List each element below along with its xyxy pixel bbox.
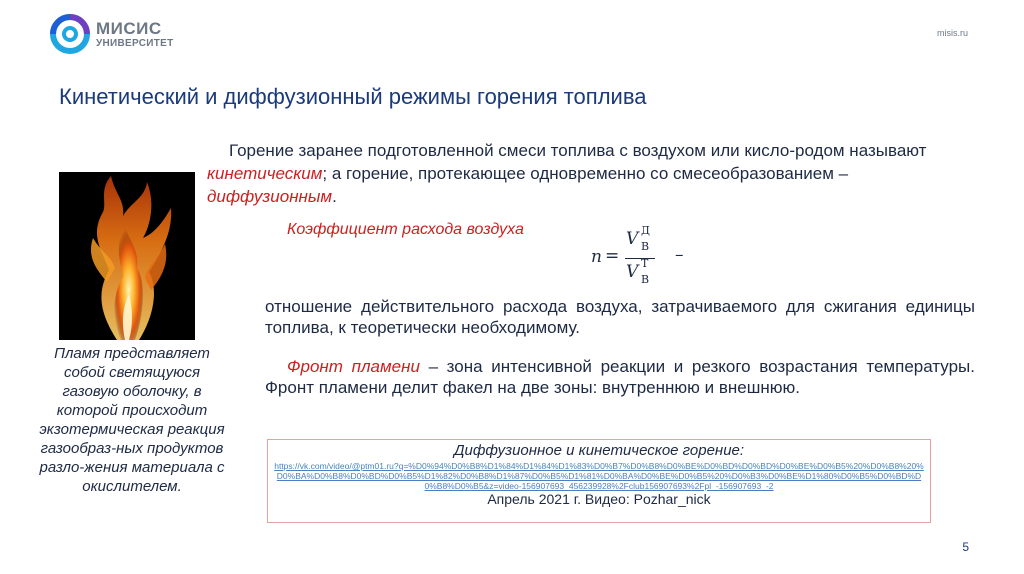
flame-front-text: – зона интенсивной реакции и резкого возрастания температуры. Фронт пламени делит факел на две зоны: внутреннюю и внешнюю. <box>265 357 975 397</box>
air-ratio-formula <box>589 224 699 292</box>
intro-text-2: ; а горение, протекающее одновременно со смесеобразованием – <box>322 164 849 183</box>
formula-numerator: V <box>626 229 639 249</box>
fraction-line <box>625 258 655 259</box>
diffusion-term: диффузионным <box>207 187 333 206</box>
university-logo <box>50 14 174 54</box>
flame-front-term: Фронт пламени <box>287 357 420 376</box>
coefficient-label: Коэффициент расхода воздуха <box>287 221 524 238</box>
intro-text-3: . <box>332 187 337 206</box>
flame-image <box>59 172 195 340</box>
definition-paragraph: отношение действительного расхода воздуха, затрачиваемого для сжигания единицы топлива, к теоретически необходимому. <box>265 297 975 337</box>
numerator-superscript: Д <box>641 224 650 237</box>
video-link[interactable]: https://vk.com/video/@ptm01.ru?q=%D0%94%D0%B8%D1%84%D1%84%D1%83%D0%B7%D0%B8%D0%BE%D0%BD%D0%BD%D0%BE%D0%B5%20%D0%B8%20%D0%BA%D0%B8%D0%BD%D0%B5%D1%82%D0%B8%D1%87%D0%B5%D1%81%D0%BA%D0%BE%D0%B5%20%D0%B3%D0%BE%D1%80%D0%B5%D0%BD%D0%B8%D0%B5&z=video-156907693_456239928%2Fclub156907693%2Fpl_-156907693_-2 <box>274 461 924 491</box>
logo-subtitle: УНИВЕРСИТЕТ <box>96 37 174 49</box>
denominator-subscript: В <box>641 273 650 286</box>
video-reference-box <box>267 439 931 523</box>
video-title: Диффузионное и кинетическое горение: <box>453 442 745 459</box>
flame-caption: Пламя представляет собой светящуюся газовую оболочку, в которой происходит экзотермическая реакция газообраз-ных продуктов разло-жения материала с окислителем. <box>39 345 225 495</box>
page-number: 5 <box>962 540 969 554</box>
intro-text-1: Горение заранее подготовленной смеси топлива с воздухом или кисло-родом называют <box>229 141 927 160</box>
formula-denominator: V <box>626 262 639 282</box>
denominator-superscript: Т <box>641 257 649 270</box>
numerator-subscript: В <box>641 240 650 253</box>
slide-title: Кинетический и диффузионный режимы горения топлива <box>59 84 647 109</box>
formula-dash: – <box>675 245 684 265</box>
flame-front-paragraph <box>265 356 975 398</box>
video-source: Апрель 2021 г. Видео: Pozhar_nick <box>487 491 711 507</box>
kinetic-term: кинетическим <box>207 164 323 183</box>
misis-logo-icon <box>50 14 90 54</box>
intro-paragraph <box>207 139 977 208</box>
formula-equals: = <box>605 246 620 266</box>
site-url: misis.ru <box>937 28 968 38</box>
logo-name: МИСИС <box>96 18 162 38</box>
formula-lhs: n <box>591 247 602 267</box>
